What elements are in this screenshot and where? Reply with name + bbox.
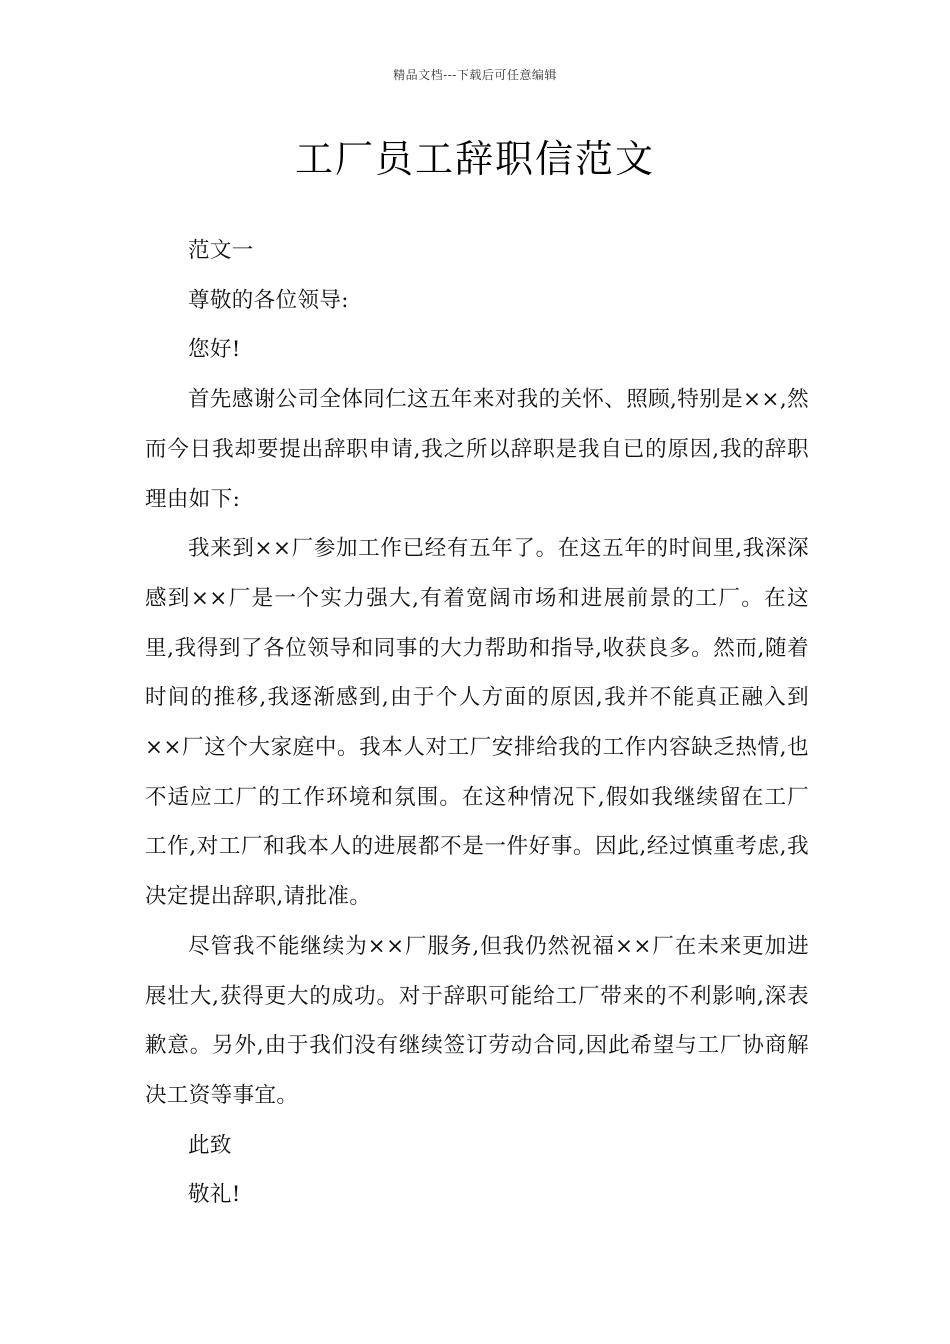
- body-paragraph: 我来到××厂参加工作已经有五年了。在这五年的时间里,我深深感到××厂是一个实力强大,有着宽阔市场和进展前景的工厂。在这里,我得到了各位领导和同事的大力帮助和指导,收获良多。然而,随着时间的推移,我逐渐感到,由于个人方面的原因,我并不能真正融入到××厂这个大家庭中。我本人对工厂安排给我的工作内容缺乏热情,也不适应工厂的工作环境和氛围。在这种情况下,假如我继续留在工厂工作,对工厂和我本人的进展都不是一件好事。因此,经过慎重考虑,我决定提出辞职,请批准。: [145, 536, 809, 910]
- salutation: 尊敬的各位领导:: [188, 287, 349, 313]
- letter-body: [145, 226, 809, 1220]
- document-title: 工厂员工辞职信范文: [294, 137, 655, 181]
- header-note: 精品文档---下载后可任意编辑: [393, 68, 557, 82]
- body-paragraph: 尽管我不能继续为××厂服务,但我仍然祝福××厂在未来更加进展壮大,获得更大的成功。对于辞职可能给工厂带来的不利影响,深表歉意。另外,由于我们没有继续签订劳动合同,因此希望与工厂协商解决工资等事宜。: [145, 933, 809, 1108]
- greeting: 您好!: [188, 337, 241, 363]
- section-label: 范文一: [188, 238, 254, 263]
- body-paragraph: 首先感谢公司全体同仁这五年来对我的关怀、照顾,特别是××,然而今日我却要提出辞职申请,我之所以辞职是我自已的原因,我的辞职理由如下:: [145, 387, 809, 512]
- closing-regards: 敬礼!: [188, 1182, 241, 1208]
- closing-line: 此致: [188, 1132, 232, 1158]
